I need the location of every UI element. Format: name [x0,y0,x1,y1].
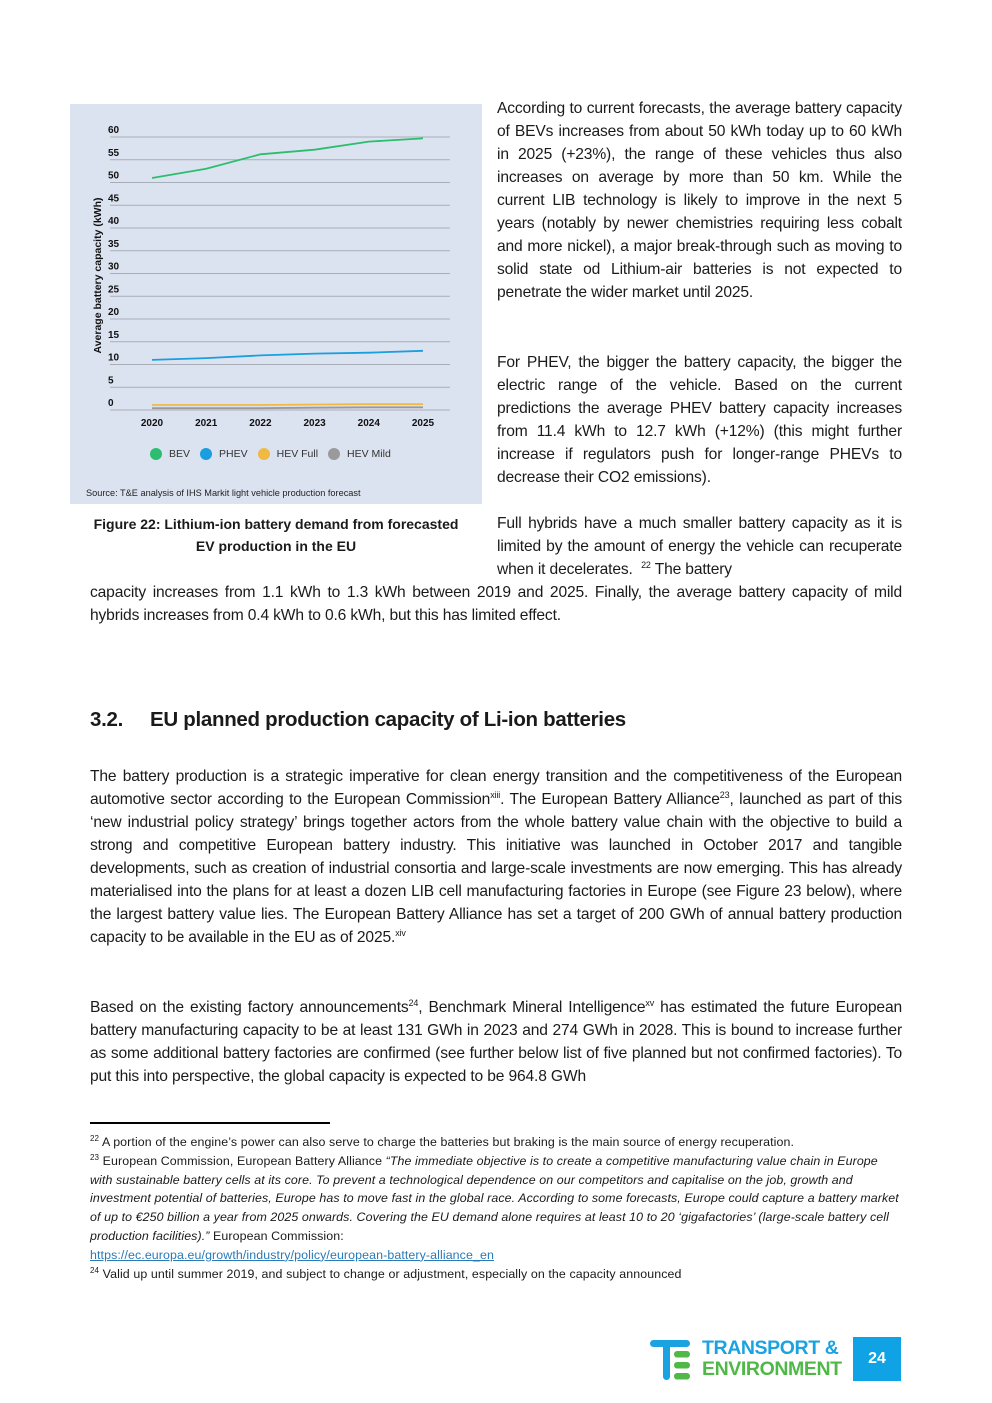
x-tick-label: 2023 [303,418,326,429]
footnote-number: 23 [90,1152,100,1162]
series-line-hev-mild [152,407,423,408]
paragraph-phev: For PHEV, the bigger the battery capacity, the bigger the electric range of the vehicle. Based on the current predictions the average PHEV battery capacity increases from 11.4 kWh to 12.7 kWh (+12%) (this might further increase if regulators push for longer-range PHEVs to decrease their CO2 emissions). [497,354,902,486]
y-axis-label: Average battery capacity (kWh) [92,197,104,354]
y-tick-label: 35 [108,238,120,250]
text: Valid up until summer 2019, and subject to change or adjustment, especially on the capacity announced [99,1266,682,1281]
endnote-ref[interactable]: xv [645,997,655,1008]
x-tick-label: 2021 [195,418,218,429]
te-logo-mark-icon [650,1338,698,1382]
line-chart [70,104,482,504]
footnote-23 [90,1152,902,1265]
section-title: EU planned production capacity of Li-ion batteries [150,708,626,731]
text: has estimated the future European battery manufacturing capacity to be at least 131 GWh in 2023 and 274 GWh in 2028. This is bound to increase further as some additional battery factories are confirmed (see further below list of five planned but not confirmed factories). To put this into perspective, the global capacity is expected to be 964.8 GWh [90,999,903,1085]
legend-label: HEV Full [276,448,319,460]
y-tick-label: 25 [108,284,120,296]
battery-alliance-link[interactable]: https://ec.europa.eu/growth/industry/policy/european-battery-alliance_en [90,1247,494,1262]
x-tick-label: 2020 [140,418,164,429]
y-tick-label: 20 [108,307,120,318]
quote: “The immediate objective is to create a competitive manufacturing value chain in Europe with sustainable battery cells at its core. To prevent a technological dependence on our competitors and capitalise on the job, growth and investment potential of batteries, Europe has to move fast in the global race. According to some forecasts, Europe could capture a battery market of up to €250 billion a year from 2025 onwards. Covering the EU demand alone requires at least 10 to 20 ‘gigafactories’ (large-scale battery cell production facilities).” [90,1153,899,1243]
y-tick-label: 60 [108,125,120,136]
x-tick-label: 2022 [249,418,272,429]
footnote-ref[interactable]: 23 [719,789,730,800]
y-tick-label: 40 [108,216,120,227]
footnote-ref[interactable]: 22 [641,559,651,570]
y-tick-label: 30 [108,261,120,273]
paragraph-full-hybrids [497,512,902,581]
footnote-22 [90,1133,902,1152]
chart-figure [70,104,482,504]
y-tick-label: 10 [108,352,120,364]
y-tick-label: 5 [108,375,114,387]
text: Full hybrids have a much smaller battery capacity as it is limited by the amount of energy the vehicle can recuperate when it decelerates. [497,515,902,578]
legend-dot-icon [200,448,212,460]
series-line-hev-full [152,404,423,405]
legend-dot-icon [258,448,270,460]
chart-source: Source: T&E analysis of IHS Markit light vehicle production forecast [86,488,361,498]
paragraph-bev: According to current forecasts, the average battery capacity of BEVs increases from about 50 kWh today up to 60 kWh in 2025 (+23%), the range of these vehicles thus also increases on average by more than 50 km. While the current LIB technology is likely to improve in the next 5 years (notably by newer chemistries requiring less cobalt and more nickel), a major break-through such as moving to solid state od Lithium-air batteries is not expected to penetrate the wider market until 2025. [497,100,902,301]
text: , Benchmark Mineral Intelligence [418,999,646,1016]
text: European Commission, European Battery Alliance [99,1153,386,1168]
footnote-number: 22 [90,1133,100,1143]
footnotes [90,1133,902,1283]
paragraph-hybrids-continued: capacity increases from 1.1 kWh to 1.3 kWh between 2019 and 2025. Finally, the average battery capacity of mild hybrids increases from 0.4 kWh to 0.6 kWh, but this has limited effect. [90,584,902,624]
logo-wordmark [702,1338,842,1380]
chart-legend [150,448,401,460]
page-number: 24 [853,1337,901,1381]
legend-item-hev-full [258,448,318,460]
footnote-24 [90,1265,902,1284]
caption-line-1: Figure 22: Lithium-ion battery demand from forecasted [93,516,459,532]
text: . The European Battery Alliance [500,791,720,808]
caption-line-2: EV production in the EU [195,538,357,554]
y-tick-label: 55 [108,147,120,159]
section-number: 3.2. [90,708,123,731]
legend-label: BEV [169,448,191,460]
section-heading [90,708,626,732]
text: The battery production is a strategic imperative for clean energy transition and the competitiveness of the European automotive sector according to the European Commission [90,768,902,808]
series-line-bev [152,138,423,178]
endnote-ref[interactable]: xiii [490,789,501,800]
text: Based on the existing factory announcements [90,999,409,1016]
text: The battery [654,561,732,578]
footnote-number: 24 [90,1265,100,1275]
legend-label: PHEV [219,448,248,460]
text: European Commission: [209,1228,344,1243]
logo-line-2: ENVIRONMENT [702,1358,842,1380]
x-tick-label: 2024 [357,418,380,429]
paragraph-benchmark [90,996,902,1088]
footnote-ref[interactable]: 24 [408,997,419,1008]
y-tick-label: 45 [108,193,120,205]
te-logo [650,1338,850,1382]
legend-dot-icon [150,448,162,460]
text: A portion of the engine’s power can also serve to charge the batteries but braking is the main source of energy recuperation. [99,1135,795,1149]
x-tick-label: 2025 [411,418,435,429]
logo-line-1: TRANSPORT & [702,1337,839,1359]
legend-dot-icon [328,448,340,460]
y-tick-label: 0 [108,398,114,409]
y-tick-label: 50 [108,170,120,182]
footnote-divider [90,1122,330,1124]
legend-label: HEV Mild [347,448,391,460]
endnote-ref[interactable]: xiv [395,927,406,938]
legend-item-hev-mild [328,448,391,460]
text: , launched as part of this ‘new industrial policy strategy’ brings together actors from the whole battery value chain with the objective to build a strong and competitive European battery industry. This initiative was launched in October 2017 and tangible developments, such as creation of industrial consortia and large-scale investments are now emerging. This has already materialised into the plans for at least a dozen LIB cell manufacturing factories in Europe (see Figure 23 below), where the largest battery value lies. The European Battery Alliance has set a target of 200 GWh of annual battery production capacity to be available in the EU as of 2025. [90,791,902,946]
legend-item-phev [200,448,248,460]
legend-item-bev [150,448,190,460]
y-tick-label: 15 [108,329,120,341]
figure-caption [70,513,482,557]
series-line-phev [152,351,423,360]
paragraph-battery-alliance [90,765,902,949]
